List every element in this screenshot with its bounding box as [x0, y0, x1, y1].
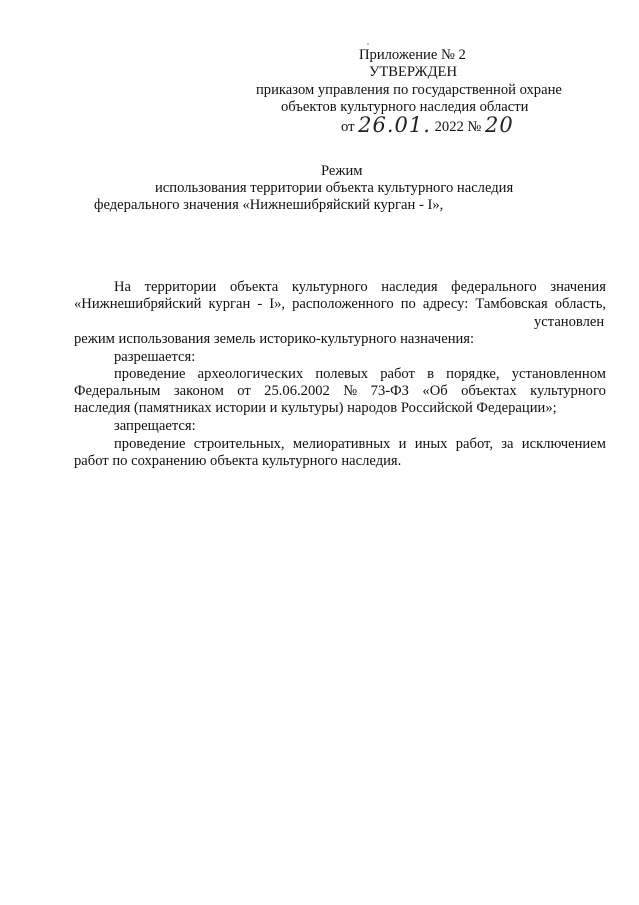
- word: «Об: [422, 383, 448, 399]
- word: по: [400, 296, 416, 312]
- word: адресу:: [422, 296, 469, 312]
- word: законом: [173, 383, 224, 399]
- date-prefix: от: [341, 119, 355, 135]
- word: полевых: [315, 366, 369, 382]
- date-year: 2022 №: [434, 119, 482, 135]
- word: Тамбовская: [475, 296, 548, 312]
- word: На: [114, 279, 132, 295]
- word: культурного: [530, 383, 606, 399]
- word: культурного: [291, 279, 368, 295]
- title-line-3: федерального значения «Нижнешибряйский курган - I»,: [94, 197, 444, 213]
- order-line-2: объектов культурного наследия области: [281, 99, 529, 115]
- word: мелиоративных: [292, 436, 391, 452]
- scan-dot: [367, 43, 369, 45]
- order-line-1: приказом управления по государственной охране: [256, 82, 562, 98]
- word: -: [257, 296, 263, 312]
- handwritten-date: 26.01.: [358, 113, 431, 137]
- word: Федеральным: [74, 383, 161, 399]
- word: проведение: [114, 436, 186, 452]
- word: в: [427, 366, 434, 382]
- word: федерального: [451, 279, 537, 295]
- paragraph-1-line-1: [114, 279, 606, 296]
- forbidden-line-2: работ по сохранению объекта культурного наследия.: [74, 453, 402, 469]
- word: исключением: [521, 436, 606, 452]
- handwritten-number: 20: [485, 113, 514, 137]
- word: курган: [208, 296, 251, 312]
- order-date-line: [341, 113, 514, 137]
- paragraph-1-line-4: режим использования земель историко-культурного назначения:: [74, 331, 475, 347]
- allowed-line-3: наследия (памятниках истории и культуры) народов Российской Федерации»;: [74, 400, 557, 416]
- word: расположенного: [292, 296, 394, 312]
- word: порядке,: [446, 366, 500, 382]
- word: «Нижнешибряйский: [74, 296, 202, 312]
- word: строительных,: [193, 436, 285, 452]
- word: I»,: [269, 296, 286, 312]
- word: работ: [380, 366, 415, 382]
- word: территории: [144, 279, 217, 295]
- title-line-1: Режим: [321, 163, 363, 179]
- word: установленном: [511, 366, 606, 382]
- allowed-line-2: [74, 383, 606, 400]
- word: от: [237, 383, 251, 399]
- word: объекта: [229, 279, 279, 295]
- word: объектах: [461, 383, 517, 399]
- word: археологических: [197, 366, 304, 382]
- word: 25.06.2002: [264, 383, 330, 399]
- paragraph-1-line-3: установлен: [534, 314, 605, 330]
- word: значения: [550, 279, 606, 295]
- paragraph-1-line-2: [74, 296, 606, 313]
- word: 73-ФЗ: [370, 383, 409, 399]
- word: область,: [554, 296, 606, 312]
- title-line-2: использования территории объекта культурного наследия: [155, 180, 514, 196]
- forbidden-label: запрещается:: [114, 418, 196, 434]
- forbidden-line-1: [114, 436, 606, 453]
- approved-label: УТВЕРЖДЕН: [369, 64, 457, 80]
- allowed-line-1: [114, 366, 606, 383]
- word: работ,: [455, 436, 493, 452]
- word: и: [398, 436, 407, 452]
- word: проведение: [114, 366, 186, 382]
- word: иных: [414, 436, 448, 452]
- appendix-label: Приложение № 2: [359, 47, 466, 63]
- word: за: [501, 436, 514, 452]
- word: №: [343, 383, 358, 399]
- allowed-label: разрешается:: [114, 349, 196, 365]
- word: наследия: [381, 279, 438, 295]
